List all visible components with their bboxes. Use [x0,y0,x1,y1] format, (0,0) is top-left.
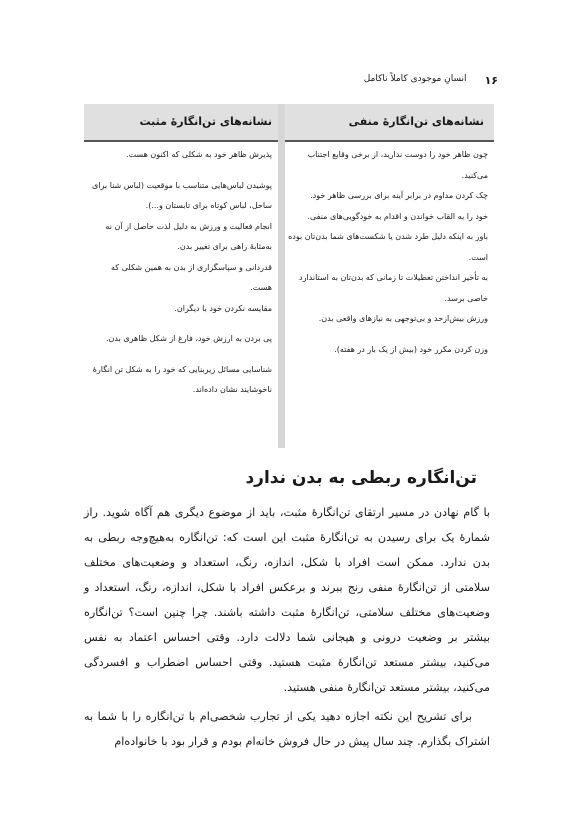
positive-item: انجام فعالیت و ورزش به دلیل لذت حاصل از آن نه به‌مثابهٔ راهی برای تغییر بدن. [105,221,272,251]
paragraph: با گام نهادن در مسیر ارتقای تن‌انگارهٔ مثبت، باید از موضوع دیگری هم آگاه شوید. راز شمارهٔ یک برای رسیدن به تن‌انگارهٔ مثبت این است که: تن‌انگاره به‌هیچ‌وجه ربطی به بدن ندارد. ممکن است افراد با شکل، اندازه، رنگ، استعداد و وضعیت‌های مختلف سلامتی از تن‌انگارهٔ منفی رنج ببرند و برعکس افراد با شکل، اندازه، رنگ، استعداد و وضعیت‌های مختلف سلامتی، تن‌انگارهٔ مثبت داشته باشند. چرا چنین است؟ تن‌انگاره بیشتر بر وضعیت درونی و هیجانی شما دلالت دارد. وقتی احساس اعتماد به نفس می‌کنید، بیشتر مستعد تن‌انگارهٔ مثبت هستید. وقتی احساس اضطراب و افسردگی می‌کنید، بیشتر مستعد تن‌انگارهٔ منفی هستید. [84,506,490,694]
positive-item: پوشیدن لباس‌هایی متناسب با موقعیت (لباس شنا برای ساحل، لباس کوتاه برای تابستان و...). [92,180,272,210]
negative-item: چک کردن مداوم در برابر آینه برای بررسی ظاهر خود. [310,191,488,200]
book-title: انسانِ موجودی کاملاً ناکامل [363,74,467,84]
header-positive: نشانه‌های تن‌انگارهٔ مثبت [139,115,272,128]
positive-item: پی بردن به ارزش خود، فارغ از شکل ظاهری بدن. [105,334,272,343]
positive-item: قدردانی و سپاسگزاری از بدن به همین شکلی که هست. [111,262,272,292]
column-divider [278,104,285,448]
positive-item: مقایسه نکردن خود با دیگران. [174,303,272,313]
running-header [340,74,498,87]
comparison-table [84,104,494,448]
page-number: ۱۶ [484,74,498,87]
body-text [84,500,490,754]
negative-item: خود را به القاب خواندن و اقدام به خودگویی‌های منفی. [307,211,488,221]
header-negative: نشانه‌های تن‌انگارهٔ منفی [348,115,484,128]
header-divider [84,140,494,142]
positive-item: پذیرش ظاهر خود به شکلی که اکنون هست. [126,150,272,159]
negative-column [288,145,488,360]
negative-item: باور به اینکه دلیل طرد شدن یا شکست‌های شما بدن‌تان بوده است. [288,232,488,262]
positive-item: شناسایی مسائل زیربنایی که خود را به شکل تن انگارهٔ ناخوشایند نشان داده‌اند. [92,364,272,394]
section-heading: تن‌انگاره ربطی به بدن ندارد [245,468,477,488]
negative-item: چون ظاهر خود را دوست ندارید، از برخی وقایع اجتناب می‌کنید. [307,150,488,180]
negative-item: به تأخیر انداختن تعطیلات تا زمانی که بدن‌تان به استاندارد خاصی برسد. [299,273,488,303]
table-header [84,104,494,140]
negative-item: وزن کردن مکرر خود (بیش از یک بار در هفته). [334,344,488,354]
positive-column [87,145,272,401]
negative-item: ورزش بیش‌ازحد و بی‌توجهی به نیازهای واقعی بدن. [318,314,488,323]
paragraph: برای تشریح این نکته اجازه دهید یکی از تجارب شخصی‌ام با تن‌انگاره را با شما به اشتراک بگذارم. چند سال پیش در حال فروش خانه‌ام بودم و قرار بود با خانواده‌ام [84,710,490,748]
